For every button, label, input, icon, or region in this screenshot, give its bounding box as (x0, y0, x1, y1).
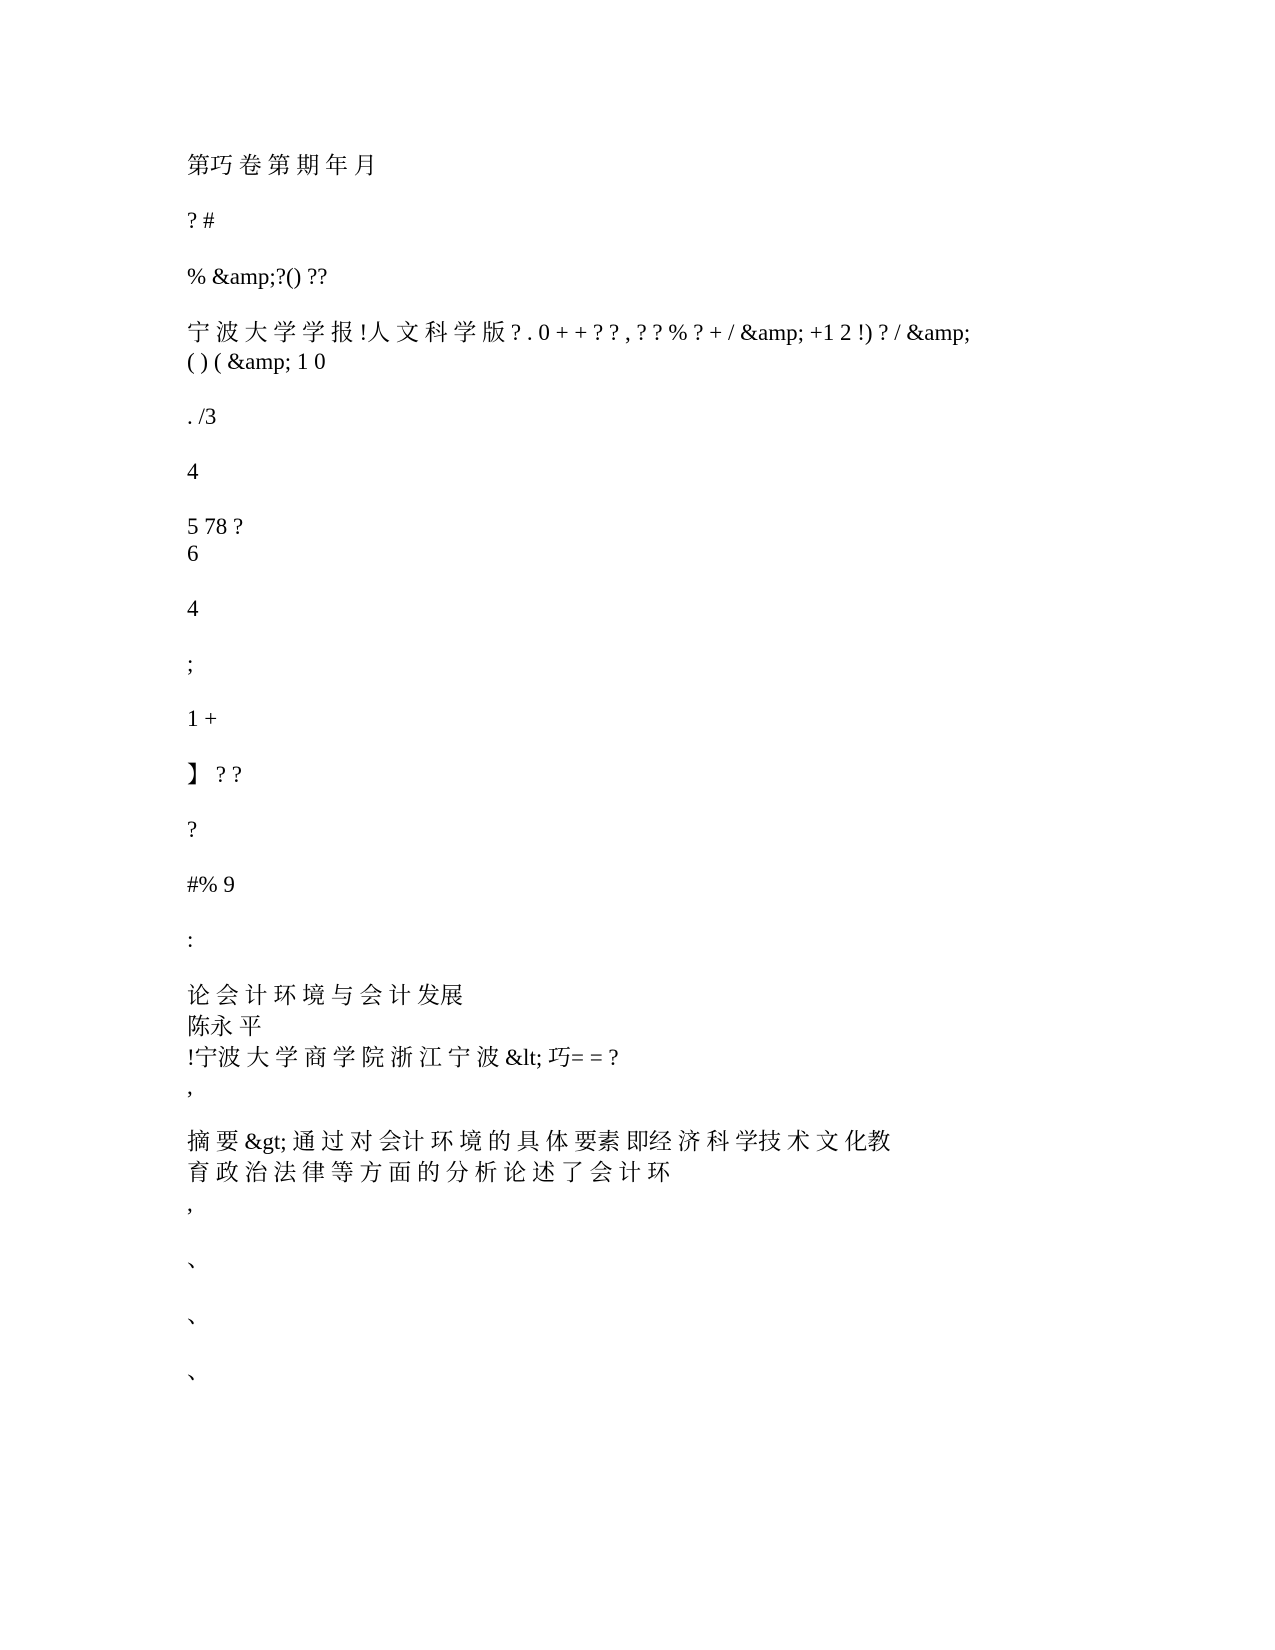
journal-volume-issue-line: 第巧 卷 第 期 年 月 (187, 153, 377, 178)
text-line: #% 9 (187, 872, 235, 897)
text-line: 】 ? ? (187, 762, 242, 787)
abstract-line: 摘 要 &gt; 通 过 对 会计 环 境 的 具 体 要素 即经 济 科 学技 术 文 化教 (187, 1129, 891, 1154)
text-line: % &amp;?() ?? (187, 264, 328, 289)
text-line: : (187, 927, 194, 952)
text-line: 、 (187, 1358, 210, 1383)
text-line: ( ) ( &amp; 1 0 (187, 349, 326, 374)
journal-name-line: 宁 波 大 学 学 报 !人 文 科 学 版 ? . 0 + + ? ? , ? ? % ? + / &amp; +1 2 !) ? / &amp; (187, 320, 971, 345)
author-affiliation: !宁波 大 学 商 学 院 浙 江 宁 波 &lt; 巧= = ? (187, 1045, 619, 1070)
text-line: 4 (187, 596, 199, 621)
text-line: ? # (187, 208, 215, 233)
text-line: 、 (187, 1246, 210, 1271)
text-line: 6 (187, 541, 199, 566)
text-line: 4 (187, 459, 199, 484)
text-line: 1 + (187, 706, 218, 731)
author-name: 陈永 平 (187, 1014, 262, 1039)
text-line: 5 78 ? (187, 514, 244, 539)
text-line: ? (187, 817, 198, 842)
text-line: ; (187, 651, 194, 676)
abstract-line: 育 政 治 法 律 等 方 面 的 分 析 论 述 了 会 计 环 (187, 1160, 670, 1185)
article-title: 论 会 计 环 境 与 会 计 发展 (187, 983, 463, 1008)
text-line: , (187, 1191, 193, 1216)
text-line: , (187, 1074, 193, 1099)
text-line: 、 (187, 1302, 210, 1327)
text-line: . /3 (187, 404, 217, 429)
